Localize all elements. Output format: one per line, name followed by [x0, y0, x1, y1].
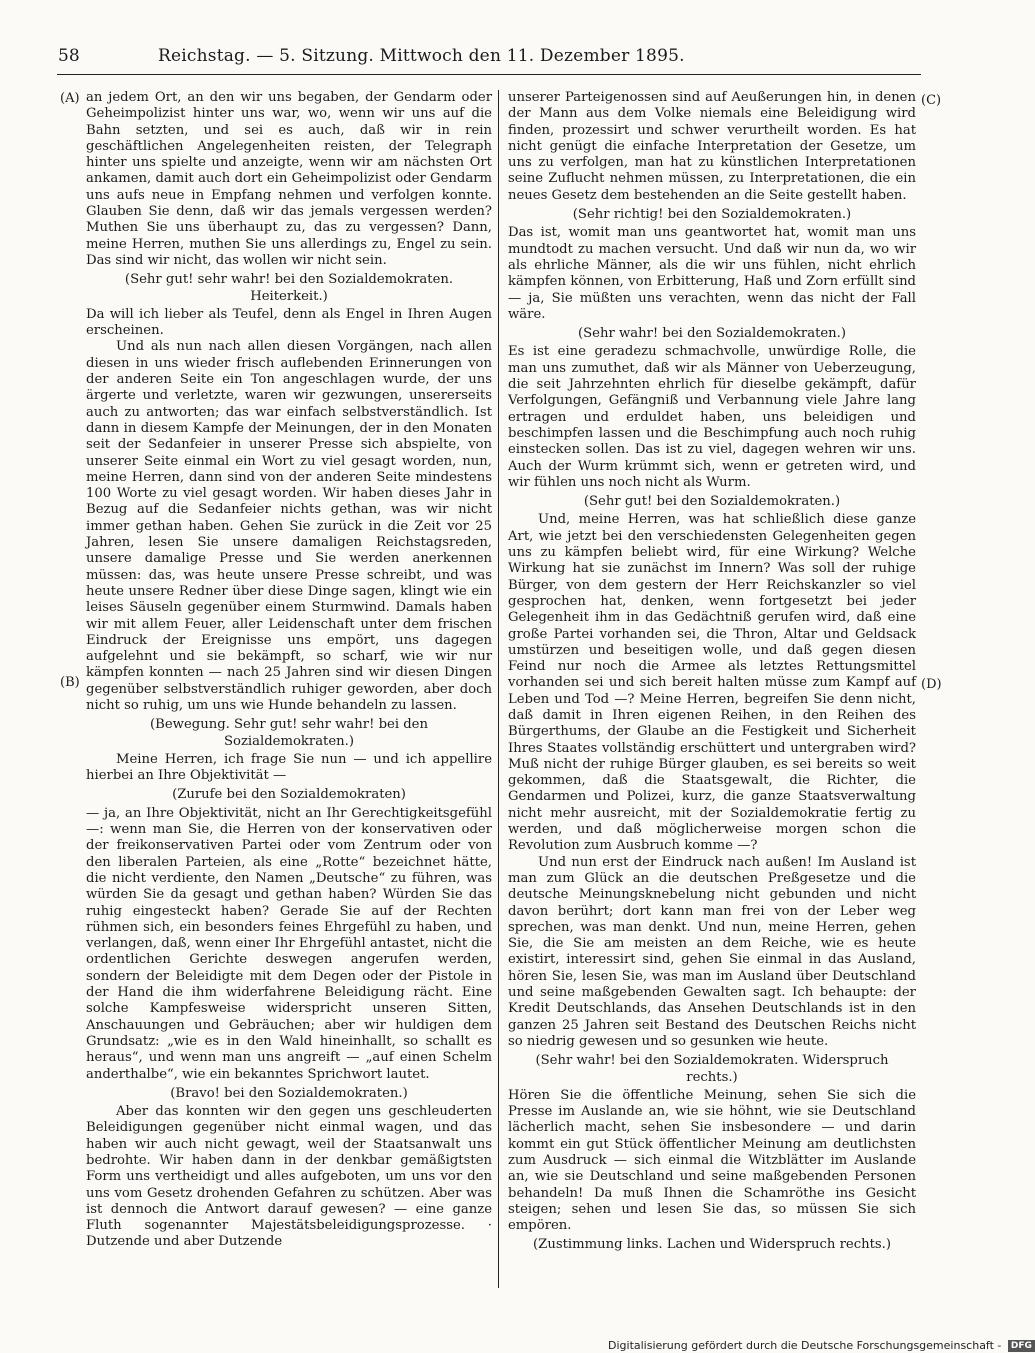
interjection: (Zurufe bei den Sozialdemokraten) — [172, 787, 406, 803]
margin-mark-c: (C) — [921, 93, 942, 108]
interjection: (Sehr gut! sehr wahr! bei den Sozialdemokraten. Heiterkeit.) — [124, 272, 454, 304]
margin-mark-d: (D) — [921, 677, 942, 692]
paragraph: Das ist, womit man uns geantwortet hat, womit man uns mundtodt zu machen versucht. Und daß wir nun da, wo wir als ehrliche Männer, als die wir uns fühlen, nicht ehrlich kämpfen können, von Erbitterung, Haß und Zorn erfüllt sind — ja, Sie müßten uns verachten, wenn das nicht der Fall wäre. — [508, 225, 916, 322]
paragraph: an jedem Ort, an den wir uns begaben, der Gendarm oder Geheimpolizist hinter uns war, wo, wenn wir uns auf die Bahn setzten, und sei es auch, daß wir in rein geschäftlichen Angelegenheiten reisten, der Telegraph hinter uns spielte und anzeigte, wenn wir am nächsten Ort ankamen, damit auch dort ein Geheimpolizist oder Gendarm uns aufs neue in Empfang nehmen und verfolgen konnte. Glauben Sie denn, daß wir das jemals vergessen werden? Muthen Sie uns überhaupt zu, das zu vergessen? Dann, meine Herren, muthen Sie uns allerdings zu, Engel zu sein. Das sind wir nicht, das wollen wir nicht sein. — [86, 90, 492, 268]
header-rule — [57, 74, 921, 75]
paragraph: — ja, an Ihre Objektivität, nicht an Ihr Gerechtigkeitsgefühl —: wenn man Sie, die Herren von der konservativen oder der freikonservativen Partei oder vom Zentrum oder von den liberalen Parteien, als eine „Rotte“ bezeichnet hätte, die nicht verdiente, den Namen „Deutsche“ zu führen, was würden Sie da gesagt und gethan haben? Würden Sie das ruhig eingesteckt haben? Gerade Sie auf der Rechten rühmen sich, ein besonders feines Ehrgefühl zu haben, und verlangen, daß, wenn einer Ihr Ehrgefühl antastet, nicht die ordentlichen Gerichte deswegen angerufen werden, sondern der Beleidigte mit dem Degen oder der Pistole in der Hand die ihm widerfahrene Beleidigung rächt. Eine solche Kampfesweise widerspricht unseren Sitten, Anschauungen und Gebräuchen; aber wir huldigen dem Grundsatz: „wie es in den Wald hineinhallt, so schallt es heraus“, und wenn man uns angreift — „auf einen Schelm anderthalbe“, wie ein bekanntes Sprichwort lautet. — [86, 805, 492, 1082]
paragraph: unserer Parteigenossen sind auf Aeußerungen hin, in denen der Mann aus dem Volke niemals eine Beleidigung wird finden, prozessirt und schwer verurtheilt worden. Es hat nicht genügt die einfache Interpretation der Gesetze, um uns zu verfolgen, man hat zu künstlichen Interpretationen seine Zuflucht nehmen müssen, zu Interpretationen, die ein neues Gesetz dem bestehenden an die Seite gestellt haben. — [508, 90, 916, 203]
paragraph: Aber das konnten wir den gegen uns geschleuderten Beleidigungen gegenüber nicht einmal wagen, und das haben wir auch nicht gewagt, weil der Staatsanwalt uns bedrohte. Wir haben dann in der denkbar gemäßigtsten Form uns vertheidigt und alles aufgeboten, um uns vor den uns vom Gesetz drohenden Gefahren zu schützen. Aber was ist dennoch die Antwort darauf gewesen? — eine ganze Fluth sogenannter Majestätsbeleidigungsprozesse. · Dutzende und aber Dutzende — [86, 1104, 492, 1250]
interjection: (Sehr wahr! bei den Sozialdemokraten.) — [578, 326, 846, 342]
running-header — [58, 46, 708, 68]
interjection: (Bravo! bei den Sozialdemokraten.) — [170, 1085, 408, 1101]
footer — [608, 1339, 1035, 1352]
column-divider — [498, 90, 499, 1288]
left-column — [86, 90, 492, 1251]
paragraph: Da will ich lieber als Teufel, denn als Engel in Ihren Augen erscheinen. — [86, 306, 492, 339]
margin-mark-b: (B) — [60, 675, 80, 690]
page-number: 58 — [58, 46, 80, 66]
running-title: Reichstag. — 5. Sitzung. Mittwoch den 11. Dezember 1895. — [158, 46, 685, 66]
paragraph: Und nun erst der Eindruck nach außen! Im Ausland ist man zum Glück an die deutschen Preßgesetze und die deutsche Meinungsknebelung nicht gebunden und nicht davon berührt; dort kann man frei von der Leber weg sprechen, was man denkt. Und nun, meine Herren, gehen Sie, die Sie am meisten an dem Reiche, wie es heute existirt, interessirt sind, gehen Sie einmal in das Ausland, hören Sie, lesen Sie, was man im Ausland über Deutschland und seine maßgebenden Gewalten sagt. Ich behaupte: der Kredit Deutschlands, das Ansehen Deutschlands ist in den ganzen 25 Jahren seit Bestand des Deutschen Reichs nicht so niedrig gewesen und so gesunken wie heute. — [508, 854, 916, 1049]
paragraph: Und, meine Herren, was hat schließlich diese ganze Art, wie jetzt bei den verschiedensten Gelegenheiten gegen uns zu kämpfen beliebt wird, für eine Wirkung? Welche Wirkung hat sie zunächst im Innern? Was soll der ruhige Bürger, von dem gestern der Herr Reichskanzler so viel gesprochen hat, denken, wenn fortgesetzt bei jeder Gelegenheit ihm in das Gedächtniß gerufen wird, daß eine große Partei vorhanden sei, die Thron, Altar und Geldsack umstürzen und beseitigen wolle, und daß gegen diesen Feind nur noch die Armee als letztes Rettungsmittel vorhanden sei und sich bereit halten müsse zum Kampf auf Leben und Tod —? Meine Herren, begreifen Sie denn nicht, daß damit in Ihren eigenen Reihen, in den Reihen des Bürgerthums, der Glaube an die Festigkeit und Sicherheit Ihres Staates vollständig erschüttert und untergraben wird? Muß nicht der ruhige Bürger glauben, es sei bereits so weit gekommen, daß die Staatsgewalt, die Richter, die Gendarmen und Polizei, kurz, die ganze Staatsverwaltung nicht mehr ausreicht, mit der Sozialdemokratie fertig zu werden, und daß möglicherweise morgen schon die Revolution zum Ausbruch komme —? — [508, 512, 916, 854]
footer-text: Digitalisierung gefördert durch die Deutsche Forschungsgemeinschaft - — [608, 1339, 1002, 1352]
dfg-logo: DFG — [1008, 1340, 1035, 1352]
interjection: (Sehr wahr! bei den Sozialdemokraten. Widerspruch rechts.) — [535, 1053, 889, 1085]
interjection: (Zustimmung links. Lachen und Widerspruch rechts.) — [533, 1237, 891, 1253]
paragraph: Meine Herren, ich frage Sie nun — und ich appellire hierbei an Ihre Objektivität — — [86, 751, 492, 784]
interjection: (Sehr gut! bei den Sozialdemokraten.) — [583, 494, 841, 510]
paragraph: Es ist eine geradezu schmachvolle, unwürdige Rolle, die man uns zumuthet, daß wir als Männer von Ueberzeugung, die seit Jahrzehnten ehrlich für dieselbe gekämpft, dafür Verfolgungen, Gefängniß und Verbannung viele Jahre lang ertragen und erduldet haben, uns beleidigen und beschimpfen lassen und die Beschimpfung auch noch ruhig einstecken sollen. Das ist zu viel, dagegen wehren wir uns. Auch der Wurm krümmt sich, wenn er getreten wird, und wir fühlen uns noch nicht als Wurm. — [508, 344, 916, 490]
margin-mark-a: (A) — [60, 91, 80, 106]
interjection: (Sehr richtig! bei den Sozialdemokraten.) — [572, 207, 852, 223]
paragraph: Hören Sie die öffentliche Meinung, sehen Sie sich die Presse im Auslande an, wie sie höhnt, wie sie Deutschland lächerlich macht, sehen Sie insbesondere — und darin kommt ein gut Stück öffentlicher Meinung am deutlichsten zum Ausdruck — sich einmal die Witzblätter im Auslande an, wie sie Deutschland und seine maßgebenden Personen behandeln! Da muß Ihnen die Schamröthe ins Gesicht steigen; sehen und lesen Sie das, so müssen Sie sich empören. — [508, 1087, 916, 1234]
right-column — [508, 90, 916, 1256]
paragraph: Und als nun nach allen diesen Vorgängen, nach allen diesen in uns wieder frisch auflebenden Erinnerungen von der anderen Seite ein Ton angeschlagen wurde, der uns ärgerte und verletzte, waren wir gezwungen, unsererseits auch zu antworten; das war einfach selbstverständlich. Ist dann in diesem Kampfe der Meinungen, der in den Monaten seit der Sedanfeier in unserer Presse sich abspielte, von unserer Seite einmal ein Wort zu viel gesagt worden, nun, meine Herren, dann sind von der anderen Seite mindestens 100 Worte zu viel gesagt worden. Wir haben dieses Jahr in Bezug auf die Sedanfeier nichts gethan, was wir nicht immer gethan haben. Gehen Sie zurück in die Zeit vor 25 Jahren, lesen Sie unsere damaligen Reichstagsreden, unsere damalige Presse und Sie werden anerkennen müssen: das, was heute unsere Presse schreibt, und was heute unsere Redner über diese Dinge sagen, klingt wie ein leises Säuseln gegenüber einem Sturmwind. Damals haben wir mit allem Feuer, aller Leidenschaft unter dem frischen Eindruck der Ereignisse uns empört, uns dagegen aufgelehnt und sie bekämpft, so scharf, wie wir nur kämpfen konnten — nach 25 Jahren sind wir diesen Dingen gegenüber selbstverständlich ruhiger geworden, aber doch nicht so ruhig, um uns wie Hunde behandeln zu lassen. — [86, 339, 492, 713]
interjection: (Bewegung. Sehr gut! sehr wahr! bei den Sozialdemokraten.) — [150, 717, 428, 749]
